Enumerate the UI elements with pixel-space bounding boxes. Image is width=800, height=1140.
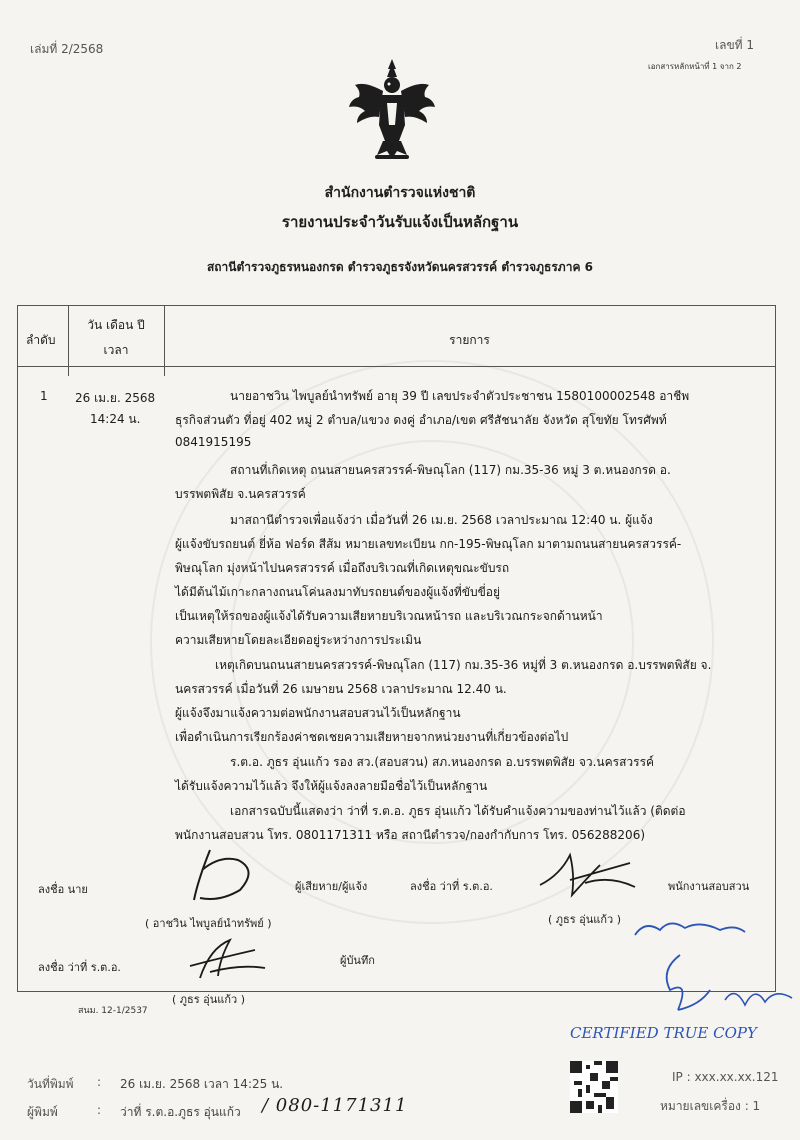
body-line: เอกสารฉบับนี้แสดงว่า ว่าที่ ร.ต.อ. ภูธร อุ่นแก้ว ได้รับคำแจ้งความของท่านไว้แล้ว (ติดต่อ [230, 804, 686, 818]
body-line: มาสถานีตำรวจเพื่อแจ้งว่า เมื่อวันที่ 26 เม.ย. 2568 เวลาประมาณ 12:40 น. ผู้แจ้ง [230, 513, 653, 527]
col-header-date: วัน เดือน ปี [87, 318, 145, 332]
body-line: ความเสียหายโดยละเอียดอยู่ระหว่างการประเมิน [175, 633, 422, 647]
body-line: ธุรกิจส่วนตัว ที่อยู่ 402 หมู่ 2 ตำบล/แขวง ดงคู่ อำเภอ/เขต ศรีสัชนาลัย จังหวัด สุโขทัย โทรศัพท์ [175, 413, 667, 427]
handwritten-phone: / 080-1171311 [262, 1095, 408, 1116]
body-line: สถานที่เกิดเหตุ ถนนสายนครสวรรค์-พิษณุโลก (117) กม.35-36 หมู่ 3 ต.หนองกรด อ. [230, 463, 671, 477]
officer-name-2: ( ภูธร อุ่นแก้ว ) [172, 993, 245, 1006]
certification-text: CERTIFIED TRUE COPY [570, 1024, 757, 1042]
print-date-colon: : [97, 1075, 102, 1089]
body-line: ผู้แจ้งขับรถยนต์ ยี่ห้อ ฟอร์ด สีส้ม หมายเลขทะเบียน กก-195-พิษณุโลก มาตามถนนสายนครสวรรค์- [175, 537, 682, 551]
page-indicator: เอกสารหลักหน้าที่ 1 จาก 2 [648, 62, 742, 71]
sign-label-victim: ลงชื่อ นาย [38, 883, 88, 896]
qr-code-icon [570, 1060, 618, 1114]
print-date-value: 26 เม.ย. 2568 เวลา 14:25 น. [120, 1077, 284, 1091]
machine-number: หมายเลขเครื่อง : 1 [660, 1099, 761, 1113]
body-line: ได้มีต้นไม้เกาะกลางถนนโค่นลงมาทับรถยนต์ของผู้แจ้งที่ขับขี่อยู่ [175, 585, 501, 599]
body-line: เหตุเกิดบนถนนสายนครสวรรค์-พิษณุโลก (117) กม.35-36 หมู่ที่ 3 ต.หนองกรด อ.บรรพตพิสัย จ. [215, 658, 712, 672]
printer-value: ว่าที่ ร.ต.อ.ภูธร อุ่นแก้ว [120, 1105, 241, 1119]
body-line: บรรพตพิสัย จ.นครสวรรค์ [175, 487, 306, 501]
header-divider [18, 366, 775, 367]
body-line: 0841915195 [175, 435, 252, 449]
col-header-no: ลำดับ [26, 333, 56, 347]
body-line: นายอาชวิน ไพบูลย์นำทรัพย์ อายุ 39 ปี เลขประจำตัวประชาชน 1580100002548 อาชีพ [230, 389, 690, 403]
victim-signature [180, 840, 270, 910]
garuda-emblem-icon [345, 55, 440, 165]
sign-label-recorder: ลงชื่อ ว่าที่ ร.ต.อ. [38, 961, 121, 974]
col-header-items: รายการ [449, 333, 490, 347]
body-line: ร.ต.อ. ภูธร อุ่นแก้ว รอง สว.(สอบสวน) สภ.หนองกรด อ.บรรพตพิสัย จว.นครสวรรค์ [230, 755, 655, 769]
printer-label: ผู้พิมพ์ [27, 1105, 58, 1119]
print-date-label: วันที่พิมพ์ [27, 1077, 74, 1091]
officer-signature-2 [170, 928, 280, 988]
entry-date: 26 เม.ย. 2568 [75, 391, 156, 405]
officer-name-1: ( ภูธร อุ่นแก้ว ) [548, 913, 621, 926]
handwritten-certification [560, 910, 800, 1050]
col-header-time: เวลา [103, 343, 129, 357]
role-investigator: พนักงานสอบสวน [668, 880, 750, 893]
role-victim: ผู้เสียหาย/ผู้แจ้ง [295, 880, 368, 893]
station-title: สถานีตำรวจภูธรหนองกรด ตำรวจภูธรจังหวัดนครสวรรค์ ตำรวจภูธรภาค 6 [206, 260, 594, 274]
body-line: เป็นเหตุให้รถของผู้แจ้งได้รับความเสียหายบริเวณหน้ารถ และบริเวณกระจกด้านหน้า [175, 609, 603, 623]
printer-colon: : [97, 1103, 102, 1117]
body-line: เพื่อดำเนินการเรียกร้องค่าชดเชยความเสียหายจากหน่วยงานที่เกี่ยวข้องต่อไป [175, 730, 569, 744]
book-number: เล่มที่ 2/2568 [30, 42, 104, 56]
body-line: ผู้แจ้งจึงมาแจ้งความต่อพนักงานสอบสวนไว้เป็นหลักฐาน [175, 706, 461, 720]
entry-time: 14:24 น. [90, 412, 141, 426]
victim-name: ( อาชวิน ไพบูลย์นำทรัพย์ ) [145, 917, 272, 930]
sign-label-officer: ลงชื่อ ว่าที่ ร.ต.อ. [410, 880, 493, 893]
body-line: ได้รับแจ้งความไว้แล้ว จึงให้ผู้แจ้งลงลายมือชื่อไว้เป็นหลักฐาน [175, 779, 488, 793]
officer-signature-1 [530, 845, 640, 905]
body-line: พนักงานสอบสวน โทร. 0801171311 หรือ สถานีตำรวจ/กองกำกับการ โทร. 056288206) [175, 828, 646, 842]
body-line: นครสวรรค์ เมื่อวันที่ 26 เมษายน 2568 เวลาประมาณ 12.40 น. [175, 682, 507, 696]
document-number: เลขที่ 1 [715, 38, 755, 52]
agency-title: สำนักงานตำรวจแห่งชาติ [324, 185, 476, 201]
role-recorder: ผู้บันทึก [340, 954, 375, 967]
body-line: พิษณุโลก มุ่งหน้าไปนครสวรรค์ เมื่อถึงบริเวณที่เกิดเหตุขณะขับรถ [175, 561, 510, 575]
entry-number: 1 [40, 389, 48, 403]
ip-address: IP : xxx.xx.xx.121 [672, 1070, 779, 1084]
form-code: สนม. 12-1/2537 [78, 1006, 148, 1016]
report-title: รายงานประจำวันรับแจ้งเป็นหลักฐาน [281, 213, 519, 231]
